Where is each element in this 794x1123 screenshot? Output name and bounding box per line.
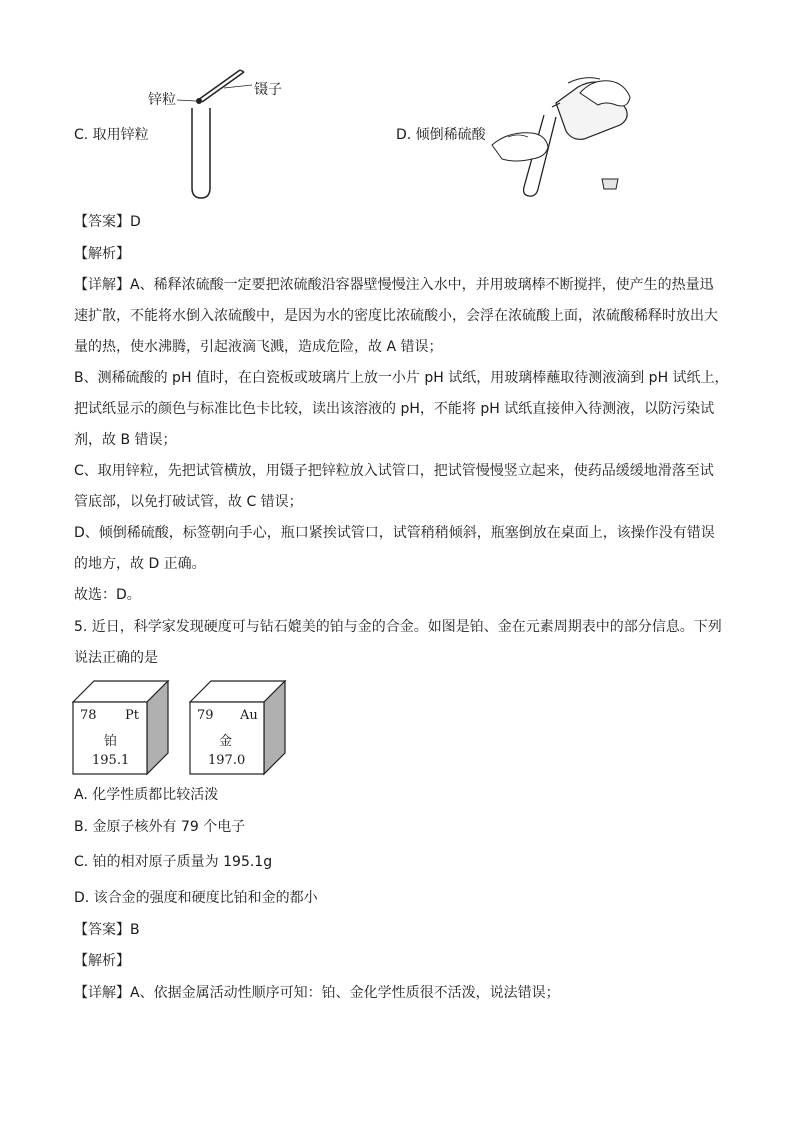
q4-answer: 【答案】D [74, 214, 141, 230]
au-number: 79 [197, 708, 214, 723]
au-mass: 197.0 [208, 753, 246, 768]
q5-stem-line: 说法正确的是 [74, 650, 158, 666]
q4-detail-line: 【详解】A、稀释浓硫酸一定要把浓硫酸沿容器壁慢慢注入水中，并用玻璃棒不断搅拌，使产生的热量迅 [74, 277, 714, 293]
q5-stem-line: 5. 近日，科学家发现硬度可与钻石媲美的铂与金的合金。如图是铂、金在元素周期表中的部分信息。下列 [74, 619, 722, 635]
q5-option-c: C. 铂的相对原子质量为 195.1g [74, 854, 273, 870]
q4-detail-line: C、取用锌粒，先把试管横放，用镊子把锌粒放入试管口，把试管慢慢竖立起来，使药品缓缓地滑落至试 [74, 463, 714, 479]
option-c-label: C. 取用锌粒 [74, 127, 149, 143]
q5-answer: 【答案】B [74, 922, 140, 938]
q4-detail-line: D、倾倒稀硫酸，标签朝向手心，瓶口紧挨试管口，试管稍稍倾斜，瓶塞倒放在桌面上，该操作没有错误 [74, 525, 715, 541]
tweezers-label: 镊子 [254, 82, 282, 98]
au-symbol: Au [240, 708, 258, 723]
option-d-label: D. 倾倒稀硫酸 [396, 127, 486, 143]
q4-analysis-heading: 【解析】 [74, 246, 130, 262]
pt-mass: 195.1 [92, 753, 130, 768]
pt-name: 铂 [104, 734, 118, 749]
q4-detail-line: 剂，故 B 错误； [74, 432, 177, 448]
q5-option-b: B. 金原子核外有 79 个电子 [74, 819, 246, 835]
pt-symbol: Pt [125, 708, 139, 723]
q5-analysis-heading: 【解析】 [74, 953, 130, 969]
q4-detail-line: 量的热，使水沸腾，引起液滴飞溅，造成危险，故 A 错误； [74, 339, 443, 355]
q4-detail-line: 管底部，以免打破试管，故 C 错误； [74, 494, 303, 510]
q5-detail-line: 【详解】A、依据金属活动性顺序可知：铂、金化学性质很不活泼，说法错误； [74, 985, 560, 1001]
q4-detail-line: 的地方，故 D 正确。 [74, 556, 206, 572]
q4-detail-line: B、测稀硫酸的 pH 值时，在白瓷板或玻璃片上放一小片 pH 试纸，用玻璃棒蘸取待测液滴到 pH 试纸上， [74, 370, 729, 386]
q5-option-d: D. 该合金的强度和硬度比铂和金的都小 [74, 890, 318, 906]
pt-number: 78 [80, 708, 97, 723]
q4-detail-line: 把试纸显示的颜色与标准比色卡比较，读出该溶液的 pH，不能将 pH 试纸直接伸入待测液，以防污染试 [74, 401, 715, 417]
q4-detail-line: 速扩散，不能将水倒入浓硫酸中，是因为水的密度比浓硫酸小，会浮在浓硫酸上面，浓硫酸稀释时放出大 [74, 308, 718, 324]
zinc-label: 锌粒 [148, 92, 176, 108]
q4-detail-line: 故选：D。 [74, 587, 141, 603]
pouring-acid-figure [488, 75, 648, 200]
q5-option-a: A. 化学性质都比较活泼 [74, 787, 219, 803]
au-name: 金 [219, 734, 233, 749]
